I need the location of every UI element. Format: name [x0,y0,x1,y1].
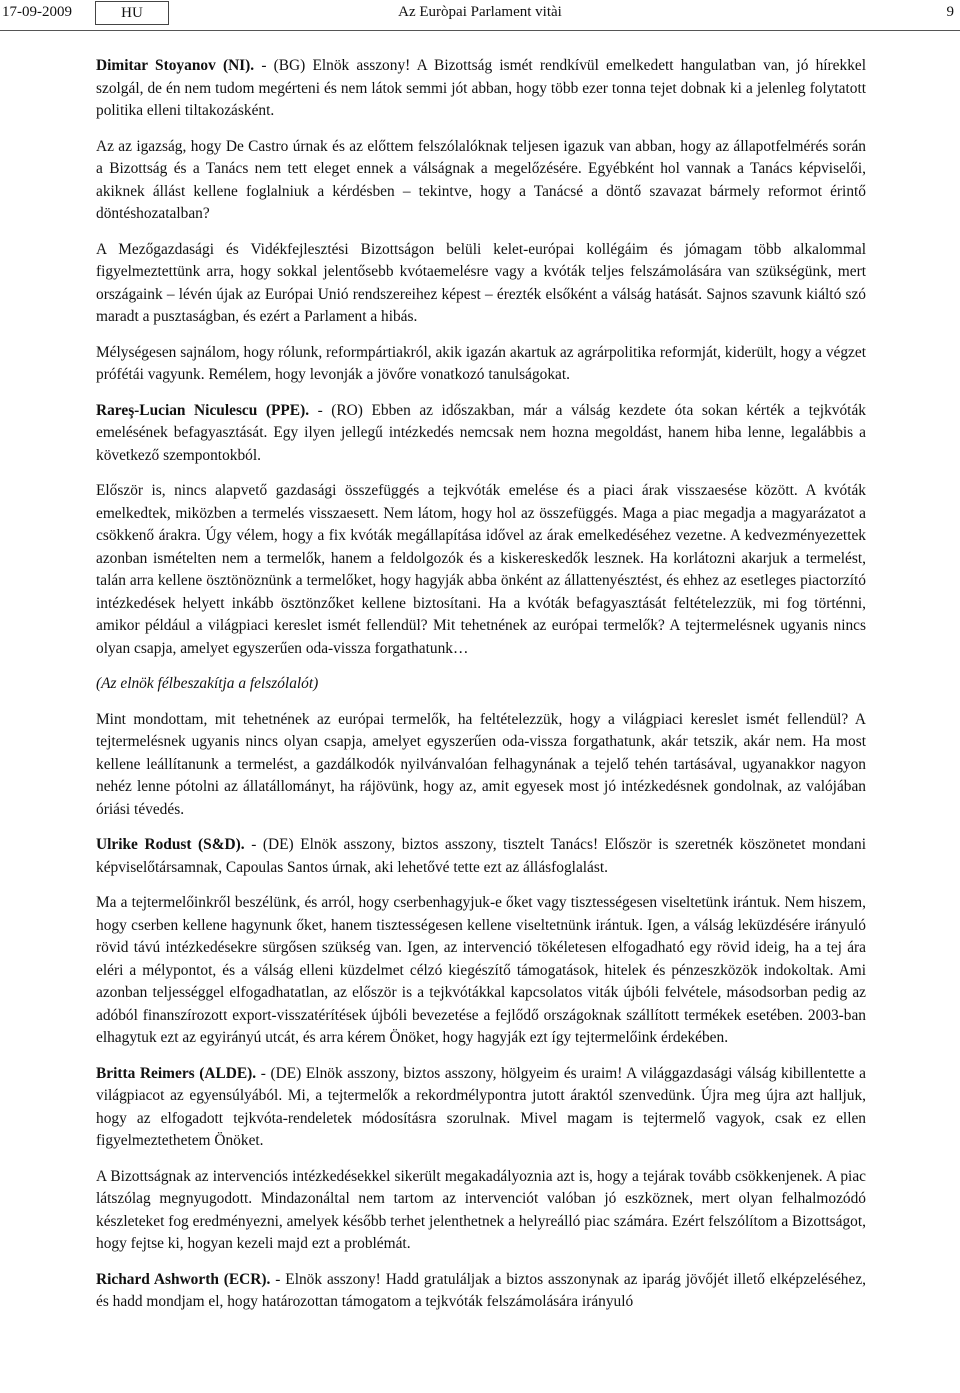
language-lead: - (RO) [309,401,372,419]
language-lead: - (DE) [244,836,301,853]
paragraph [96,55,866,123]
paragraph-text: Az az igazság, hogy De Castro úrnak és az előttem felszólalóknak teljesen igazuk van abban, hogy az állapotfelmérés során a Bizottság és a Tanács nem tett eleget ennek a válságnak a megelőzésére. Egyébként hol vannak a Tanács képviselői, akiknek állást kellene foglalniuk a kérdésben – tekintve, hogy a Tanácsé a döntő szavazat bármely reformot érintő döntéshozatalban? [96,137,866,222]
header-divider [0,30,960,31]
speaker-name: Rareş-Lucian Niculescu (PPE). [96,401,310,419]
speaker-name: Ulrike Rodust (S&D). [96,836,245,853]
header-date: 17-09-2009 [2,4,72,20]
paragraph-text: Először is, nincs alapvető gazdasági összefüggés a tejkvóták emelése és a piaci árak visszaesése között. A kvóták emelkedtek, miközben a termelés visszaesett. Nem látom, hogy hol az összefüggés. Maga a piac megadja a magyarázatot a csökkenő árakra. Úgy vélem, hogy a fix kvóták megállapítása idővel az árak emelkedéséhez vezetne. A kedvezményezettek azonban ismételten nem a termelők, hanem a feldolgozók és a kiskereskedők lesznek. Ha korlátozni akarjuk a termelést, talán arra kellene ösztönöznünk a termelőket, hogy hagyják abba önként az állattenyésztést, és ehhez az esetleges piactorzító intézkedések helyett inkább ösztönzőket kellene biztosítani. Ha a kvóták befagyasztását feltételezzük, mi fog történni, amikor például a világpiaci kereslet ismét fellendül? Mit tehetnének az európai termelők? A tejtermelésnek ugyanis nincs olyan csapja, amelyet egyszerűen oda-vissza forgathatunk… [96,482,866,657]
paragraph [96,1166,866,1256]
paragraph-text: A Mezőgazdasági és Vidékfejlesztési Bizottságon belüli kelet-európai kollégáim és jómagam több alkalommal figyelmeztettünk arra, hogy sokkal jelentősebb kvótaemelésre vagy a kvóták teljes felszámolására van szükségünk, mert országaink – lévén újak az Európai Unió rendszereihez képest – érezték elsőként a válság hatását. Sajnos szavunk kiáltó szó maradt a pusztaságban, és ezért a Parlament a hibás. [96,240,866,325]
paragraph [96,1269,866,1314]
paragraph [96,136,866,226]
paragraph-text: Elnök asszony! A Bizottság ismét rendkívül emelkedett hangulatban van, jó hírekkel szolgál, de én nem tudom megérteni és nem látok semmi jót abban, hogy több ezer tonna tejet dobnak ki a jelenleg folytatott politika elleni tiltakozásként. [96,57,866,119]
paragraph [96,709,866,822]
paragraph [96,342,866,387]
paragraph [96,239,866,329]
paragraph [96,673,866,696]
page-number: 9 [946,4,954,20]
paragraph-text: Ebben az időszakban, már a válság kezdete óta sokan kérték a tejkvóták emelésének befagyasztását. Egy ilyen jellegű intézkedés nemcsak nem hozna megoldást, hanem hiba lenne, legalábbis a következő szempontokból. [96,401,866,464]
document-body [96,55,866,1327]
language-lead: - (DE) [256,1064,306,1082]
paragraph-text: Ma a tejtermelőinkről beszélünk, és arról, hogy cserbenhagyjuk-e őket vagy tisztességesen viseltetünk irántuk. Nem hiszem, hogy cserben kellene hagynunk őket, hanem tisztességesen kellene viseltetnünk irántuk. Igen, a válság leküzdésére irányuló rövid távú intézkedésekre sürgősen szükség van. Igen, az intervenció tökéletesen elfogadható egy rövid ideig, ha a tej ára eléri a mélypontot, és a válság elleni küzdelmet célzó kiegészítő támogatások, hitelek és pénzeszközök indokoltak. Ami azonban teljességgel elfogadhatatlan, az először is a tejkvótákkal kapcsolatos viták újbóli felvétele, másodsorban pedig az adóból finanszírozott export-visszatérítések újbóli bevezetése a fejlődő országoknak szállított termékek esetében. 2003-ban elhagytuk ezt az egyirányú utcát, és arra kérem Önöket, hogy hagyják ezt így tejtermelőink érdekében. [96,894,866,1046]
paragraph-text: A Bizottságnak az intervenciós intézkedésekkel sikerült megakadályoznia azt is, hogy a tejárak tovább csökkenjenek. A piac látszólag megnyugodott. Mindazonáltal nem tartom az intervenciót valóban jó eszköznek, mert olyan felhalmozódó készleteket fog eredményezni, amelyek később terhet jelenthetnek a helyreálló piac számára. Ezért felszólítom a Bizottságot, hogy fejtse ki, hogyan kezeli majd ezt a problémát. [96,1167,866,1252]
paragraph-text: Mélységesen sajnálom, hogy rólunk, reformpártiakról, akik igazán akartuk az agrárpolitika reformját, kiderült, hogy a végzet prófétái vagyunk. Remélem, hogy levonják a jövőre vonatkozó tanulságokat. [96,343,866,383]
paragraph-text: Elnök asszony, biztos asszony, hölgyeim és uraim! A világgazdasági válság kibillentette a világpiacot az egyensúlyából. Mi, a tejtermelők a rekordmélypontra jutott áraktól szenvedünk. Újra meg újra azt halljuk, hogy az elfogadott tejkvóta-rendeletek módosításra szorulnak. Mivel magam is tejtermelő vagyok, csak ez ellen figyelmeztethetem Önöket. [96,1064,866,1149]
paragraph [96,400,866,468]
language-lead: - (BG) [254,57,313,74]
speaker-name: Dimitar Stoyanov (NI). [96,57,255,74]
speaker-name: Richard Ashworth (ECR). [96,1270,271,1288]
paragraph [96,892,866,1050]
interjection-text: (Az elnök félbeszakítja a felszólalót) [96,675,319,692]
paragraph [96,834,866,879]
paragraph [96,1063,866,1153]
paragraph [96,480,866,660]
page-header [0,0,960,28]
document-title: Az Euròpai Parlament vitài [398,4,562,20]
language-code-box: HU [95,1,169,25]
speaker-name: Britta Reimers (ALDE). [96,1064,257,1082]
paragraph-text: Mint mondottam, mit tehetnének az európai termelők, ha feltételezzük, hogy a világpiaci kereslet ismét fellendül? A tejtermelésnek ugyanis nincs olyan csapja, amelyet egyszerűen oda-vissza forgathatunk, akár tetszik, akár nem. Ha most kellene leállítanunk a termelést, a gazdálkodók nyilvánvalóan felhagynának a tejelő tehén tartásával, ugyanakkor nagyon nehéz lenne pótolni az állatállományt, ha rájövünk, hogy az, amit egyesek most jó intézkedésnek gondolnak, az valójában óriási tévedés. [96,710,866,818]
paragraph-text: Elnök asszony, biztos asszony, tisztelt Tanács! Először is szeretnék köszönetet mondani képviselőtársamnak, Capoulas Santos úrnak, aki lehetővé tette ezt az állásfoglalást. [96,836,866,876]
language-lead: - [270,1270,286,1288]
paragraph-text: Elnök asszony! Hadd gratuláljak a biztos asszonynak az iparág jövőjét illető elképzeléséhez, és hadd mondjam el, hogy határozottan támogatom a tejkvóták felszámolására irányuló [96,1270,866,1310]
